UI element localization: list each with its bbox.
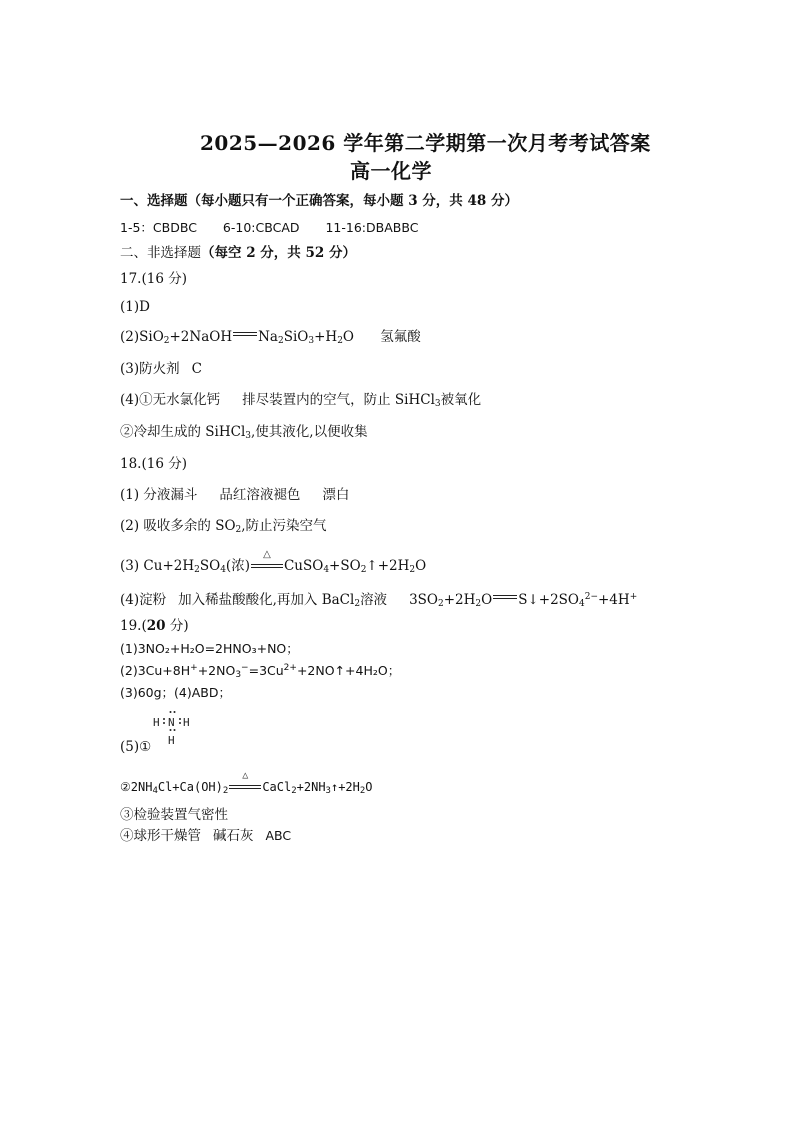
text-fragment: Na bbox=[258, 329, 278, 345]
text-fragment: C bbox=[191, 361, 202, 377]
text-fragment: O bbox=[415, 558, 427, 574]
text-fragment: O bbox=[481, 592, 493, 608]
subscript: 2 bbox=[222, 786, 229, 796]
text-fragment: 碱石灰 bbox=[213, 828, 254, 844]
text-fragment: O bbox=[342, 329, 354, 345]
heat-equals-sign bbox=[229, 770, 261, 793]
text-fragment: ②冷却生成的 SiHCl bbox=[120, 424, 246, 440]
text-fragment: 溶液 bbox=[360, 592, 388, 608]
q18-answer-2 bbox=[120, 517, 327, 535]
equals-sign bbox=[493, 592, 517, 602]
subscript: 2 bbox=[337, 336, 343, 346]
superscript: 2− bbox=[584, 592, 598, 602]
text-fragment: 被氧化 bbox=[440, 392, 482, 408]
q19-answer-5-3: ③检验装置气密性 bbox=[120, 807, 228, 823]
text-fragment: 排尽装置内的空气，防止 SiHCl bbox=[242, 392, 435, 408]
title-line-1: 2025—2026 学年第二学期第一次月考考试答案 bbox=[200, 131, 651, 155]
text-fragment: (3)防火剂 bbox=[120, 361, 180, 377]
text-fragment: ,使其液化,以便收集 bbox=[251, 424, 368, 440]
text-fragment: S↓+2SO bbox=[518, 592, 579, 608]
subscript: 4 bbox=[578, 599, 585, 609]
subscript: 3 bbox=[434, 399, 441, 409]
subscript: 2 bbox=[409, 565, 416, 575]
subscript: 2 bbox=[163, 336, 170, 346]
text-fragment: (4)①无水氯化钙 bbox=[120, 392, 221, 408]
part1-answers bbox=[120, 219, 418, 237]
text-fragment: (4)淀粉 bbox=[120, 592, 167, 608]
q19-answer-1: (1)3NO₂+H₂O=2HNO₃+NO； bbox=[120, 641, 299, 656]
subscript: 4 bbox=[220, 565, 226, 575]
subscript: 3 bbox=[308, 336, 315, 346]
text-fragment: +2H bbox=[443, 592, 476, 608]
text-fragment: 加入稀盐酸酸化,再加入 BaCl bbox=[178, 592, 355, 608]
q17-answer-2-extra: 氢氟酸 bbox=[380, 329, 421, 345]
q17-answer-1: (1)D bbox=[120, 299, 150, 315]
q18-label: 18.(16 分) bbox=[120, 456, 187, 472]
subscript: 3 bbox=[245, 431, 252, 441]
text-fragment: (2)3Cu+8H bbox=[120, 663, 191, 678]
superscript: − bbox=[241, 663, 249, 673]
text-fragment: ↑+2H bbox=[330, 780, 360, 794]
text-fragment: 漂白 bbox=[322, 487, 350, 503]
part2-heading bbox=[120, 244, 356, 262]
text-fragment: +2NO↑+4H₂O； bbox=[296, 663, 401, 678]
text-fragment: CaCl bbox=[262, 780, 292, 794]
lewis-n: N bbox=[168, 716, 175, 729]
subscript: 4 bbox=[323, 565, 330, 575]
subscript: 2 bbox=[359, 786, 366, 796]
subscript: 4 bbox=[152, 786, 158, 796]
text-fragment: 3SO bbox=[409, 592, 438, 608]
equals-sign bbox=[233, 329, 257, 339]
text-fragment: +4H bbox=[598, 592, 630, 608]
text-fragment: +2NH bbox=[296, 780, 326, 794]
q19-answer-3-4: (3)60g；(4)ABD； bbox=[120, 685, 232, 700]
q17-answer-3 bbox=[120, 360, 202, 378]
answers-11-16: 11-16:DBABBC bbox=[325, 220, 419, 235]
lewis-h-left: H bbox=[153, 716, 160, 729]
q17-answer-2 bbox=[120, 328, 421, 346]
subscript: 3 bbox=[325, 786, 331, 796]
q17-answer-4 bbox=[120, 391, 481, 409]
subscript: 2 bbox=[475, 599, 482, 609]
lewis-h-right: H bbox=[183, 716, 190, 729]
title-line-2: 高一化学 bbox=[350, 159, 432, 183]
q17-label: 17.(16 分) bbox=[120, 271, 187, 287]
text-fragment: +2NO bbox=[197, 663, 236, 678]
lewis-h-bottom: H bbox=[168, 734, 175, 747]
subscript: 2 bbox=[235, 525, 242, 535]
text-fragment: 19.( bbox=[120, 618, 147, 634]
q19-answer-2 bbox=[120, 662, 400, 680]
text-fragment: CuSO bbox=[283, 558, 324, 574]
text-fragment: ABC bbox=[265, 828, 292, 843]
text-fragment: SiO bbox=[283, 329, 309, 345]
text-fragment: ,防止污染空气 bbox=[241, 518, 327, 534]
subscript: 2 bbox=[437, 599, 444, 609]
text-fragment: O bbox=[365, 780, 373, 794]
answers-1-5: 1-5：CBDBC bbox=[120, 220, 197, 235]
text-fragment: SO bbox=[199, 558, 221, 574]
q19-answer-5-4 bbox=[120, 827, 291, 845]
text-fragment: 分) bbox=[165, 618, 189, 634]
ammonia-lewis-structure bbox=[150, 708, 200, 750]
part1-heading: 一、选择题（每小题只有一个正确答案，每小题 3 分，共 48 分） bbox=[120, 193, 518, 209]
superscript: + bbox=[190, 663, 198, 673]
q19-label bbox=[120, 617, 189, 635]
subscript: 2 bbox=[360, 565, 367, 575]
q18-answer-1 bbox=[120, 486, 349, 504]
q19-answer-5: (5)① bbox=[120, 739, 152, 755]
superscript: 2+ bbox=[283, 663, 297, 673]
subscript: 3 bbox=[235, 670, 242, 680]
part2-heading-prefix: 二、非选择题 bbox=[120, 245, 201, 261]
subscript: 2 bbox=[291, 786, 297, 796]
text-fragment: ④球形干燥管 bbox=[120, 828, 201, 844]
text-fragment: 20 bbox=[146, 618, 166, 634]
subscript: 2 bbox=[194, 565, 200, 575]
text-fragment: (1) 分液漏斗 bbox=[120, 487, 198, 503]
subscript: 2 bbox=[277, 336, 284, 346]
subscript: 2 bbox=[354, 599, 361, 609]
text-fragment: (3) Cu+2H bbox=[120, 558, 195, 574]
text-fragment: (2) 吸收多余的 SO bbox=[120, 518, 236, 534]
text-fragment: (2)SiO bbox=[120, 329, 164, 345]
heat-symbol: △ bbox=[242, 770, 249, 781]
text-fragment: +SO bbox=[329, 558, 361, 574]
text-fragment: +H bbox=[314, 329, 338, 345]
text-fragment: ②2NH bbox=[120, 780, 153, 794]
heat-equals-sign bbox=[251, 549, 283, 572]
q18-answer-3 bbox=[120, 549, 427, 575]
q19-answer-5-2 bbox=[120, 770, 373, 796]
text-fragment: (浓) bbox=[225, 558, 250, 574]
q18-answer-4 bbox=[120, 591, 637, 609]
heat-symbol: △ bbox=[263, 549, 271, 560]
text-fragment: =3Cu bbox=[248, 663, 284, 678]
part2-heading-bold: （每空 2 分，共 52 分） bbox=[201, 245, 356, 261]
q17-answer-4b bbox=[120, 423, 368, 441]
superscript: + bbox=[629, 592, 638, 602]
text-fragment: 品红溶液褪色 bbox=[219, 487, 301, 503]
answers-6-10: 6-10:CBCAD bbox=[222, 220, 300, 235]
text-fragment: +2NaOH bbox=[169, 329, 233, 345]
text-fragment: Cl+Ca(OH) bbox=[157, 780, 223, 794]
text-fragment: ↑+2H bbox=[366, 558, 410, 574]
